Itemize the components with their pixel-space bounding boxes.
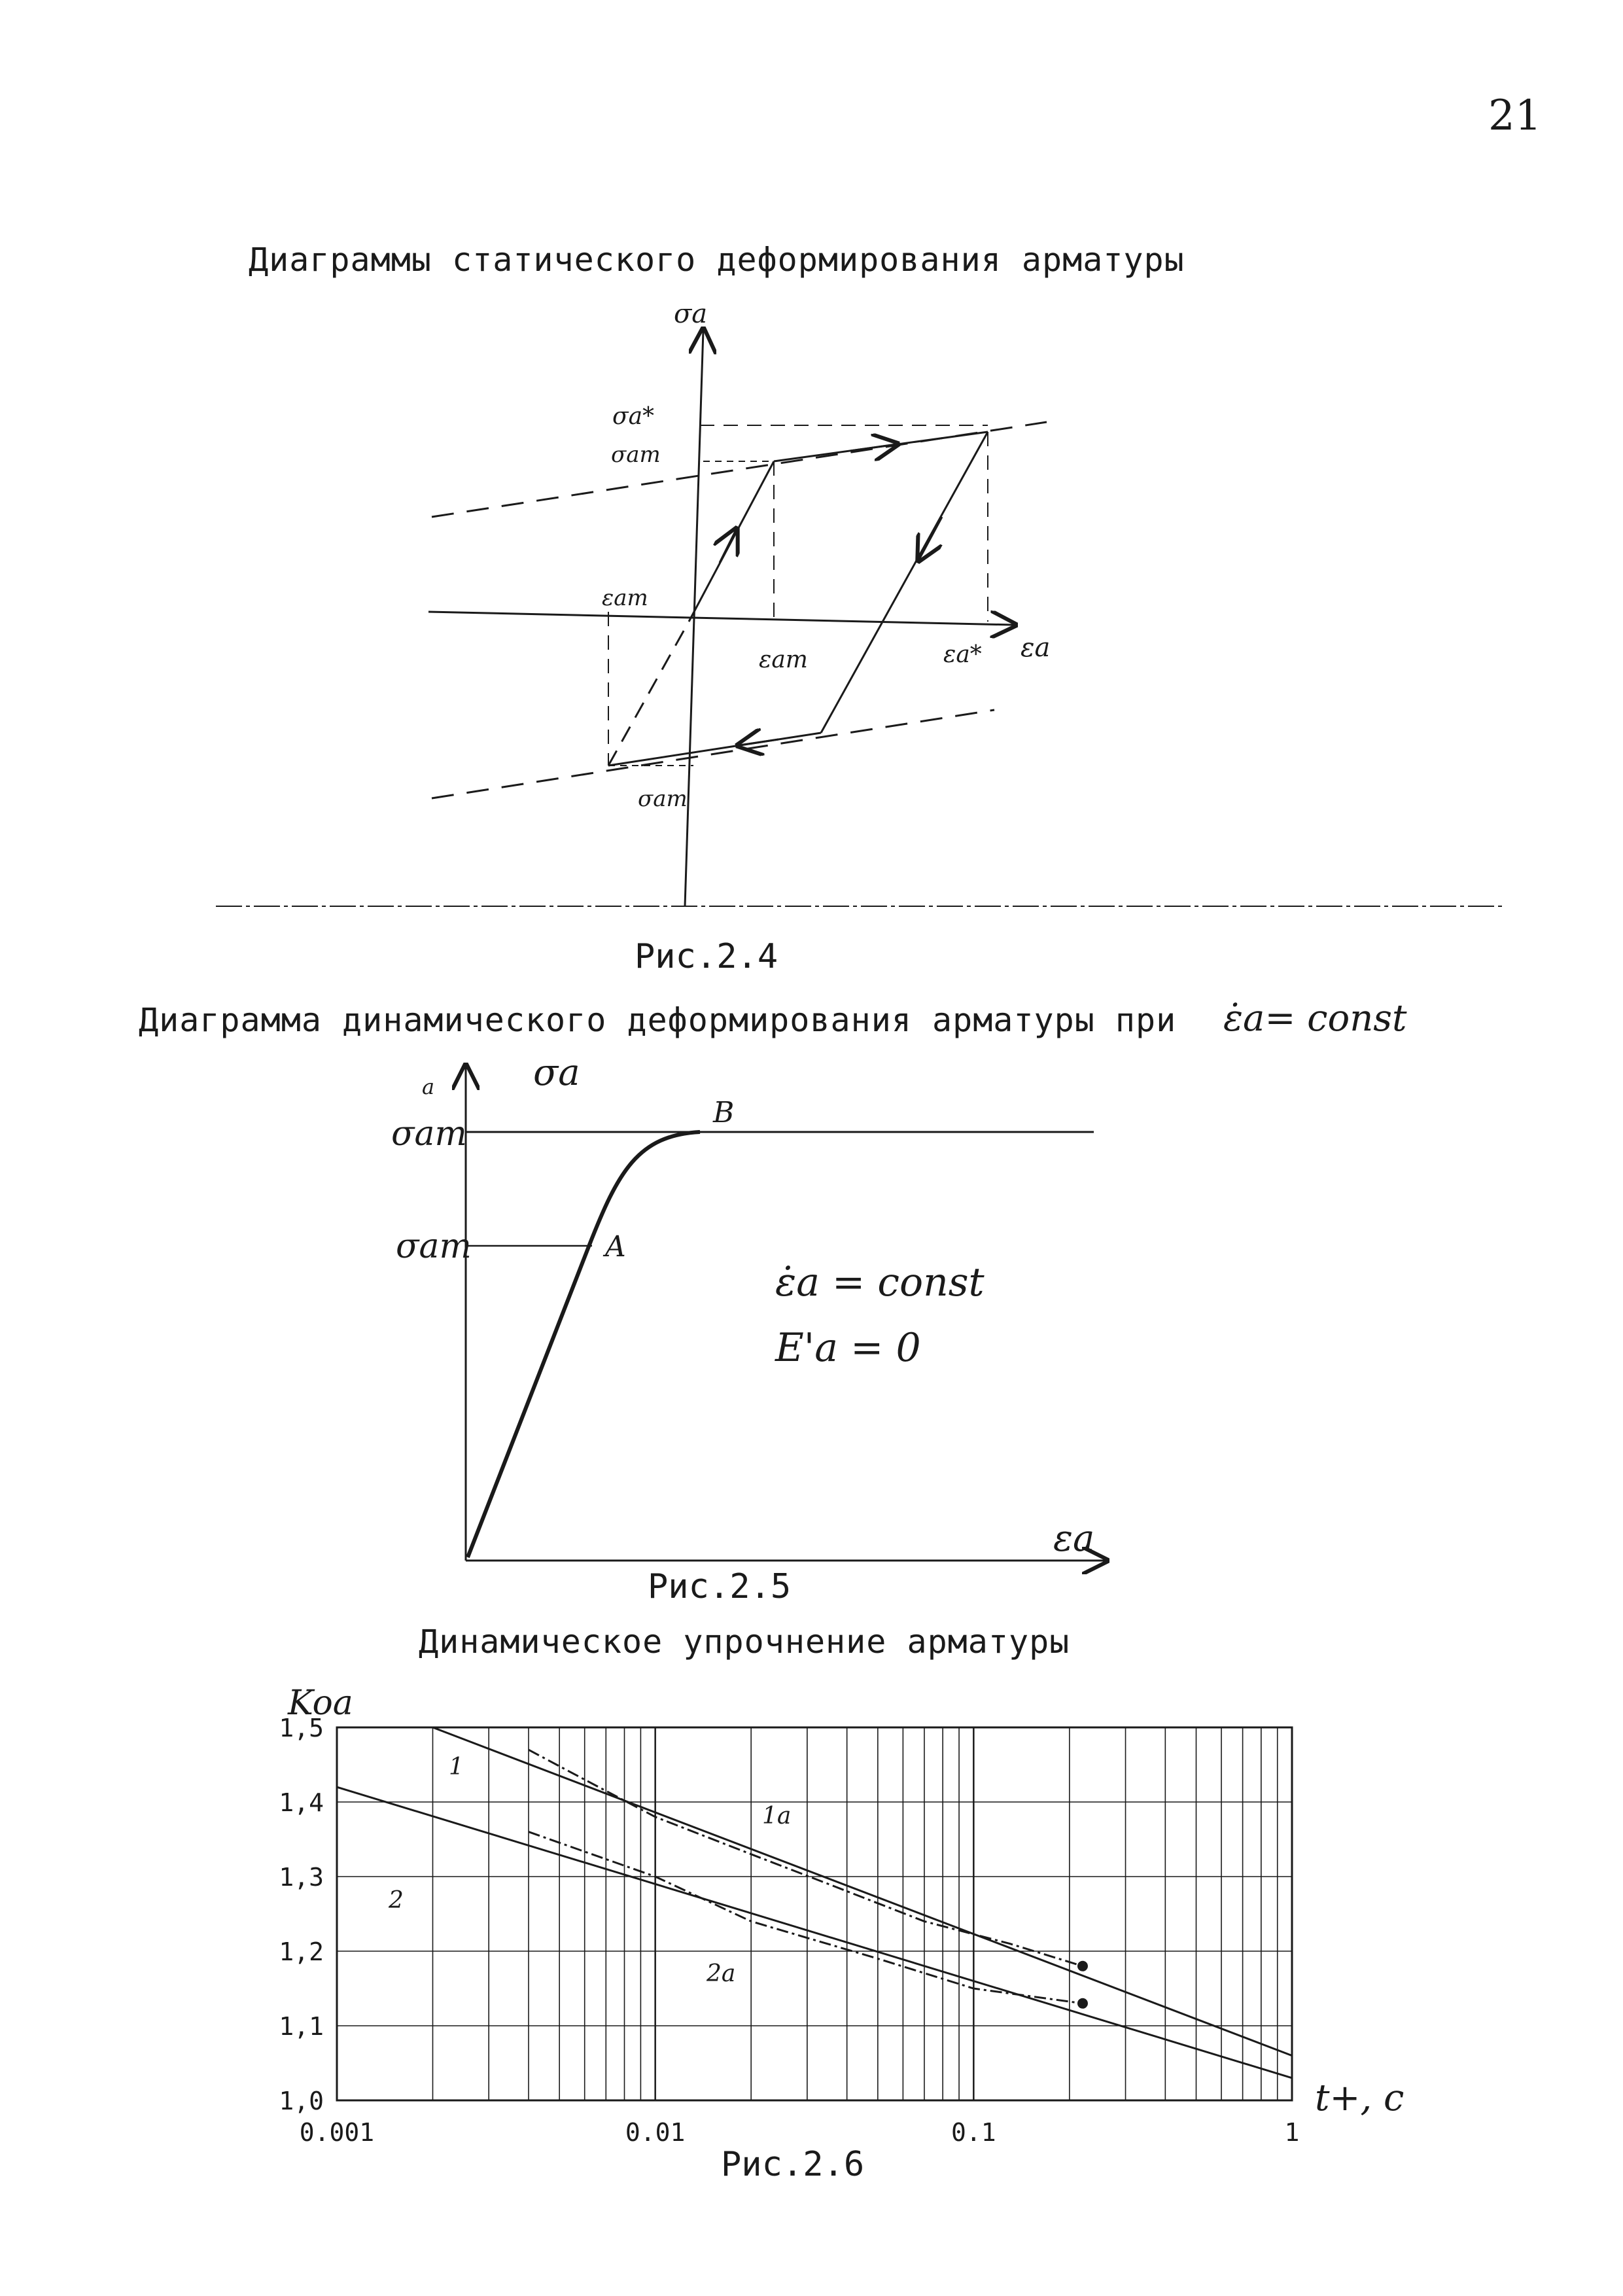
fig6-y-tick-label: 1,0	[279, 2087, 324, 2115]
fig5-condition-2: E'a = 0	[775, 1325, 921, 1371]
fig5-sigma-dyn-label: σaт	[391, 1114, 467, 1154]
fig5-sigma-dyn-sup: a	[422, 1074, 435, 1099]
fig6-y-tick-label: 1,3	[279, 1863, 324, 1892]
fig6-x-axis-label: t+, c	[1315, 2077, 1405, 2119]
fig6-plot-frame	[337, 1727, 1292, 2100]
fig6-y-tick-label: 1,1	[279, 2012, 324, 2041]
fig4-lower-dashed-line	[432, 710, 994, 798]
fig6-x-tick-label: 0.1	[951, 2118, 996, 2147]
fig5-diagram	[466, 1067, 1106, 1561]
fig5-point-b-label: B	[713, 1096, 735, 1129]
fig5-condition-1: ε̇a = const	[775, 1260, 985, 1305]
fig6-series-2a	[529, 1832, 1083, 2004]
fig6-curve-2a-label: 2a	[707, 1960, 736, 1987]
fig6-curve-2-label: 2	[389, 1887, 404, 1914]
fig4-unloading-line	[821, 432, 988, 733]
fig4-eps-star-label: εa*	[943, 641, 982, 668]
fig4-eps-at-left-label: εaт	[602, 585, 648, 611]
fig5-y-axis-label: σa	[533, 1051, 580, 1094]
fig4-x-axis-label: εa	[1021, 633, 1051, 663]
fig6-ticks	[279, 1714, 1299, 2147]
fig4-diagram	[216, 330, 1505, 906]
fig6-caption: Рис.2.6	[721, 2145, 865, 2184]
fig6-y-axis-label: Koa	[288, 1684, 353, 1723]
fig4-yield-arrow	[850, 444, 896, 451]
fig6-y-tick-label: 1,2	[279, 1937, 324, 1966]
fig6-curve-1a-label: 1a	[762, 1803, 792, 1829]
fig6-y-tick-label: 1,4	[279, 1788, 324, 1817]
fig4-unloading-arrow	[919, 517, 942, 559]
fig4-compression-arrow	[739, 739, 778, 745]
fig6-grid	[337, 1727, 1292, 2100]
fig5-x-axis-label: εa	[1053, 1517, 1095, 1560]
fig6-y-tick-label: 1,5	[279, 1714, 324, 1742]
fig4-sigma-star-label: σa*	[612, 403, 655, 430]
fig6-series-1a	[529, 1750, 1083, 1966]
fig6-series-2	[337, 1787, 1292, 2078]
fig4-loading-line	[689, 461, 774, 622]
fig6-chart	[279, 1714, 1299, 2147]
fig4-compression-line	[608, 733, 821, 766]
fig6-x-tick-label: 0.01	[625, 2118, 686, 2147]
fig5-point-a-label: A	[605, 1230, 626, 1263]
fig5-sigma-stat-label: σaт	[396, 1227, 472, 1266]
fig4-reverse-dashed-line	[608, 622, 689, 766]
fig5-title: Диаграмма динамического деформирования арматуры при	[139, 1001, 1177, 1039]
fig6-series-2a-endpoint	[1077, 1998, 1088, 2009]
page-number: 21	[1488, 92, 1542, 140]
fig4-sigma-at-top-label: σaт	[611, 442, 661, 468]
fig4-sigma-at-bottom-label: σaт	[638, 786, 688, 812]
fig4-caption: Рис.2.4	[635, 937, 778, 976]
fig4-eps-at-right-label: εaт	[759, 646, 808, 673]
fig5-stress-strain-curve	[468, 1132, 700, 1557]
fig6-series-1a-endpoint	[1077, 1961, 1088, 1971]
fig4-x-axis	[428, 612, 1014, 625]
fig6-x-tick-label: 0.001	[299, 2118, 375, 2147]
fig6-series-1	[337, 1727, 1292, 2056]
fig4-title: Диаграммы статического деформирования арматуры	[249, 241, 1185, 279]
fig6-title: Динамическое упрочнение арматуры	[419, 1623, 1070, 1661]
fig6-x-tick-label: 1	[1284, 2118, 1300, 2147]
fig5-title-formula: ε̇a= const	[1223, 997, 1407, 1040]
fig6-curve-1-label: 1	[449, 1754, 464, 1780]
fig4-y-axis-label: σa	[674, 299, 708, 329]
fig4-loading-arrow	[720, 530, 736, 563]
fig5-caption: Рис.2.5	[648, 1567, 792, 1606]
